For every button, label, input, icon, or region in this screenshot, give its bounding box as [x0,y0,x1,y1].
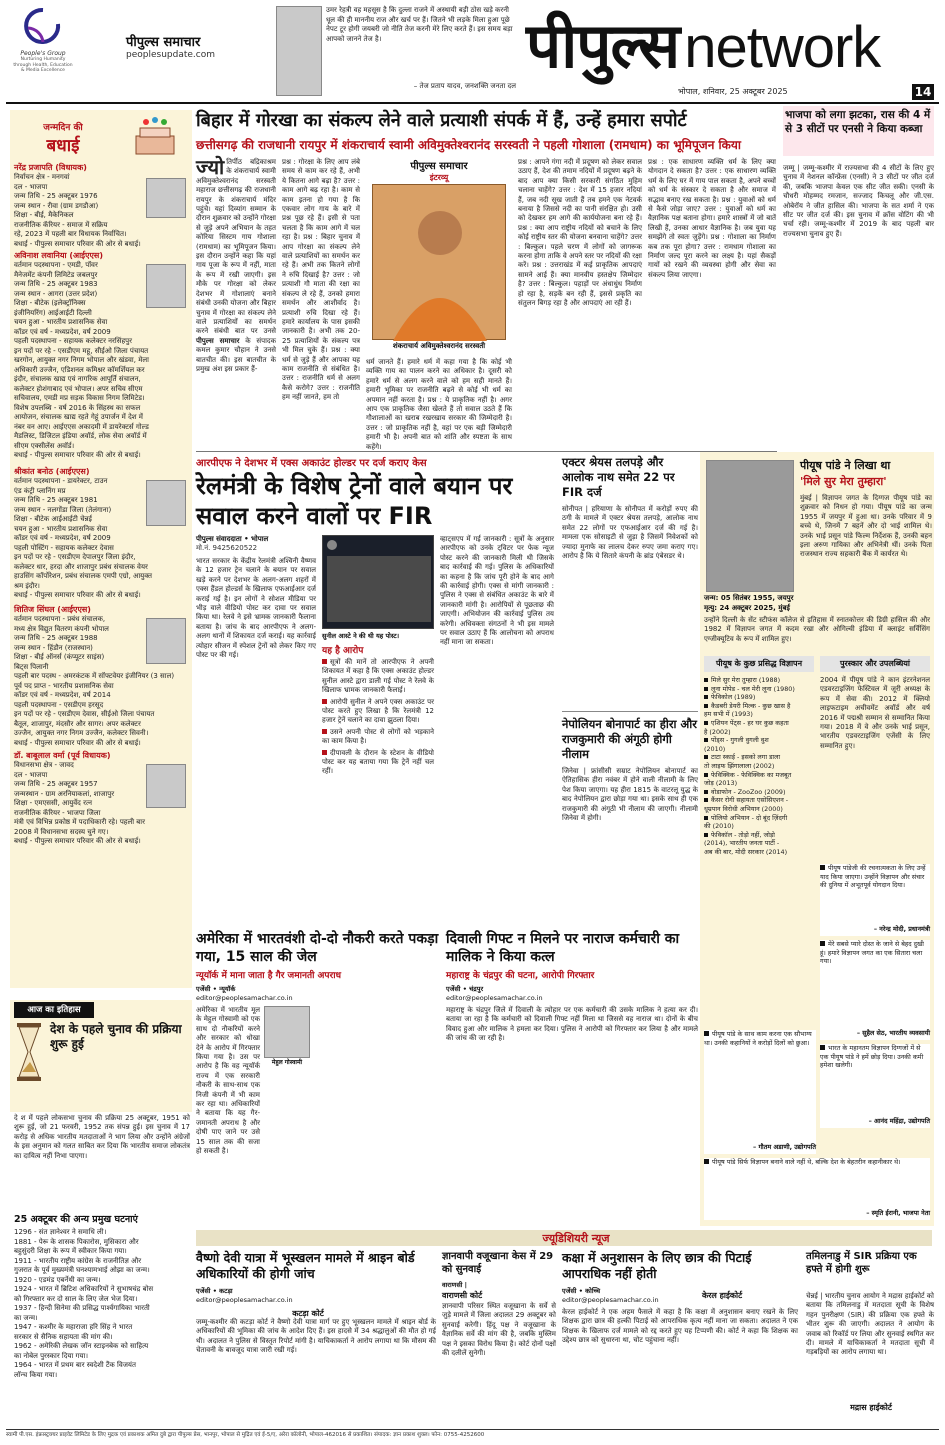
jail-headline: अमेरिका में भारतवंशी दो-दो नौकरी करते पकड़ा गया, 15 साल की जेल [196,931,439,965]
tweet-screenshot [322,535,434,629]
person-details: वर्तमान पदस्थापना - एमडी, पॉवर मैनेजमेंट कंपनी लिमिटेड जबलपुर जन्म तिथि - 25 अक्टूबर 1983 जन्म स्थान - आगरा (उत्तर प्रदेश) शिक्षा - बीटेक (इलेक्ट्रॉनिक्स इंजीनियरिंग) आईआईटी दिल्ली चयन हुआ - भारतीय प्रशासनिक सेवा कॉडर एवं वर्ष - मध्यप्रदेश, वर्ष 2009 पहली पदस्थापना - सहायक कलेक्टर नरसिंहपुर इन पदों पर रहे - एसडीएम महू, सीईओ जिला पंचायत खरगोन, आयुक्त नगर निगम भोपाल और खंडवा, मेला अधिकारी उज्जैन, एडिशनल कमिश्नर कॉमर्शियल कर इंदौर, संचालक खाद्य एवं नागरिक आपूर्ति संचालन, कलेक्टर होशंगाबाद एवं भोपाल। अपर सचिव सीएम सचिवालय, एमडी मप्र सड़क विकास निगम लिमिटेड। विशेष उपलब्धि - वर्ष 2016 के सिंहस्थ का सफल आयोजन, संचालक खाद्य रहते गेहूं उपार्जन में देश में नंबर वन आए। आईएएस अकादमी में डायरेक्टर्स गोल्ड मैडलिस्ट, डिजिटल इंडिया अवॉर्ड, लोक सेवा अवॉर्ड में सीएम एक्सीलेंस अवॉर्ड। बधाई - पीपुल्स समाचार परिवार की ओर से बधाई। [14,261,149,459]
person-name: अविनाश लवानिया (आईएएस) [14,251,103,260]
court-label: मद्रास हाईकोर्ट [850,1403,892,1412]
byline: वाराणसी | [442,1281,468,1289]
court-label: वाराणसी कोर्ट [442,1291,483,1300]
judiciary-bar [196,1230,932,1246]
birthday-person-3 [14,466,188,601]
ads-title: पीयूष के कुछ प्रसिद्ध विज्ञापन [704,656,814,672]
napoleon-headline: नेपोलियन बोनापार्ट का हीरा और राजकुमारी की अंगूठी होगी नीलाम [562,717,697,761]
person-photo [146,264,186,308]
lead-kicker: बिहार में गोरखा का संकल्प लेने वाले प्रत्याशी संपर्क में हैं, उन्हें हमारा सपोर्ट [196,110,687,131]
cake-icon [130,114,180,158]
diwali-headline: दिवाली गिफ्ट न मिलने पर नाराज कर्मचारी का मालिक ने किया कत्ल [446,931,680,965]
imprint-line: स्वामी पी.एस. इंफ्रास्ट्रक्चर प्राइवेट लिमिटेड के लिए मुद्रक एवं प्रकाशक अमित दुबे द्वारा पीपुल्स प्रेस, भानपुर, भोपाल से मुद्रित एवं ई-5/ए, अरेरा कॉलोनी, भोपाल-462016 से प्रकाशित। संपादक: ज्ञान प्रकाश शुक्ल। फोन: 0755-4252600 [6,1432,485,1438]
photo-caption: मेहुल गोस्वामी [271,1059,303,1066]
piyush-bio: उन्होंने दिल्ली के सेंट स्टीफंस कॉलेज से इतिहास में स्नातकोत्तर की डिग्री हासिल की और 1982 में विज्ञापन जगत में कदम रखा और ओगिल्वी इंडिया में क्लाइंट सर्विसिंग एग्जीक्यूटिव के रूप में शामिल हुए। [704,616,930,643]
hourglass-icon [14,1022,44,1082]
vaishno-body: जम्मू-कश्मीर की कटड़ा कोर्ट ने वैष्णो देवी यात्रा मार्ग पर हुए भूस्खलन मामले में श्राइन बोर्ड के अधिकारियों की भूमिका की जांच के आदेश दिए हैं। इस हादसे में 34 श्रद्धालुओं की मौत हो गई थी। अदालत ने पुलिस से विस्तृत रिपोर्ट मांगी है। याचिकाकर्ता ने आरोप लगाया था कि मौसम की चेतावनी के बावजूद यात्रा जारी रखी गई। [196,1318,436,1355]
judiciary-label: ज्यूडिशियरी न्यूज [542,1232,610,1245]
piyush-title-2: 'मिले सुर मेरा तुम्हारा' [800,475,887,488]
birthday-column [10,110,192,988]
history-title: देश के पहले चुनाव की प्रक्रिया शुरू हुई [50,1022,182,1051]
group-logo [12,6,74,100]
group-tagline: Nurturing Humanity through Health, Education & Media Excellence [13,57,73,73]
tej-pratap-photo [276,6,322,96]
fir-charges: यह है आरोप सूत्रों की मानें तो आरपीएफ ने अपनी शिकायत में कहा है कि एक्स अकाउंट होल्डर सुनील आस्टे द्वारा डाली गई पोस्ट ने रेलवे के खिलाफ भ्रामक जानकारी फैलाई। आरोपी सुनील ने अपने एक्स अकाउंट पर पोस्ट करते हुए लिखा है कि रेलमंत्री 12 हजार ट्रेनें चलाने का दावा झुठला दिया। उसने अपनी पोस्ट से लोगों को भड़काने का काम किया है। दीपावली के दौरान के स्टेशन के वीडियो पोस्ट कर यह बताया गया कि ट्रेनें नहीं चल रहीं। [322,643,434,925]
email-link[interactable]: editor@peoplesamachar.co.in [196,1296,293,1304]
interview-photo-box [366,158,512,354]
jk-body: जम्मू | जम्मू-कश्मीर में राज्यसभा की 4 सीटों के लिए हुए चुनाव में नेशनल कॉन्फ्रेंस (एनसी) ने 3 सीटों पर जीत दर्ज की, जबकि भाजपा केवल एक सीट जीत सकी। एनसी के चौधरी मोहम्मद रमजान, सज्जाद किचलू और जी.एस. ओबेरॉय ने जीत हासिल की। भाजपा के सत शर्मा ने एक सीट पर जीत दर्ज की। इस चुनाव में क्रॉस वोटिंग की भी चर्चा रही। जम्मू-कश्मीर में 2019 के बाद पहली बार राज्यसभा चुनाव हुए हैं। [783,164,934,238]
court-label: केरल हाईकोर्ट [702,1291,743,1300]
masthead [6,2,939,102]
fir-col-1 [196,535,316,925]
piyush-title: पीयूष पांडे ने लिखा था [800,459,891,472]
tweet-caption: सुनील आस्टे ने की थी यह पोस्ट। [322,632,400,640]
shankaracharya-photo [372,184,506,340]
piyush-story [700,452,934,1226]
piyush-intro: मुंबई | विज्ञापन जगत के दिग्गज पीयूष पांडे का शुक्रवार को निधन हो गया। पीयूष पांडे का जन्म 1955 में जयपुर में हुआ था। उनके परिवार में 9 बच्चे थे, जिनमें 7 बहनें और दो भाई शामिल थे। उनके भाई प्रसून पांडे फिल्म निर्देशक हैं, उनकी बहन इला अरुण गायिका और अभिनेत्री थीं। उनके पिता राजस्थान राज्य सहकारी बैंक में कार्यरत थे। [800,494,932,559]
shreyas-headline: एक्टर श्रेयस तलपड़े और आलोक नाथ समेत 22 पर FIR दर्ज [562,455,675,499]
byline: पीपुल्स संवाददाता • भोपाल [196,535,269,543]
title-english: network [684,15,881,80]
person-name: डॉ. बाबूलाल वर्मा (पूर्व विधायक) [14,751,111,760]
tribute-1: पीयूष पांडेजी की रचनात्मकता के लिए उन्हें याद किया जाएगा। उन्होंने विज्ञापन और संचार की दुनिया में अभूतपूर्व योगदान दिया। – नरेन्द्र मोदी, प्रधानमंत्री [820,864,930,936]
birthday-title-small: जन्मदिन की [43,123,83,133]
person-photo [146,618,186,664]
shreyas-napoleon-column [562,455,698,925]
history-label: आज का इतिहास [14,1002,94,1018]
shreyas-body: सोनीपत | हरियाणा के सोनीपत में करोड़ों रुपए की ठगी के मामले में एक्टर श्रेयस तलपड़े, आलोक नाथ समेत 22 लोगों पर एफआईआर दर्ज की गई है। मामला एक सोसाइटी से जुड़ा है जिसमें निवेशकों को ज्यादा मुनाफे का लालच देकर रुपए जमा कराए गए। आरोप है कि ये सितारे कंपनी के ब्रांड एंबेसडर थे। [562,505,698,561]
vaishno-headline: वैष्णो देवी यात्रा में भूस्खलन मामले में श्राइन बोर्ड अधिकारियों की होगी जांच [196,1250,415,1281]
diwali-subhead: महाराष्ट्र के चंद्रपुर की घटना, आरोपी गिरफ्तार [446,971,595,981]
diwali-story [446,930,698,1226]
lead-story [196,106,777,450]
kerala-body: केरल हाईकोर्ट ने एक अहम फैसले में कहा है कि कक्षा में अनुशासन बनाए रखने के लिए शिक्षक द्वारा छात्र की हल्की पिटाई को आपराधिक कृत्य नहीं माना जा सकता। अदालत ने एक शिक्षक के खिलाफ दर्ज मामले को रद्द करते हुए यह टिप्पणी की। कोर्ट ने कहा कि शिक्षक का उद्देश्य छात्र को सुधारना था, चोट पहुंचाना नहीं। [562,1308,798,1345]
fir-col-3: व्हाट्सएप में गई जानकारी : सूत्रों के अनुसार आरपीएफ को उनके ट्विटर पर फेक न्यूज पोस्ट करने की जानकारी मिली थी जिसके बाद कार्रवाई की गई। पुलिस के अधिकारियों का कहना है कि जांच पूरी होने के बाद आगे की कार्रवाई होगी। एक्स से मांगी जानकारी : पुलिस ने एक्स से संबंधित अकाउंट के बारे में जानकारी मांगी है। आरोपियों से पूछताछ की जाएगी। अभियोजन की कार्रवाई पुलिस तय करेगी। अधिवक्ता संगठनों ने भी इस मामले पर सवाल उठाए हैं कि आलोचना को अपराध नहीं माना जा सकता। [440,535,554,647]
awards-body: 2004 में पीयूष पांडे ने कान इंटरनेशनल एडवरटाइजिंग फेस्टिवल में जूरी अध्यक्ष के रूप में सेवा की। 2012 में क्लियो लाइफटाइम अचीवमेंट अवॉर्ड और वर्ष 2016 में पद्मश्री सम्मान से सम्मानित किया गया। 2018 में वे और उनके भाई प्रसून, भारतीय एडवरटाइजिंग एजेंसी के लिए सम्मानित हुए। [820,676,930,750]
person-details: विधानसभा क्षेत्र - जावद दल - भाजपा जन्म तिथि - 25 अक्टूबर 1957 जन्मस्थान - ग्राम अरनियाकलां, शाजापुर शिक्षा - एमएससी, आयुर्वेद रत्न राजनीतिक कॅरियर - भाजपा जिला मंत्री एवं विभिन्न प्रकोष्ठ में पदाधिकारी रहे। पहली बार 2008 में विधानसभा सदस्य चुने गए। बधाई - पीपुल्स समाचार परिवार की ओर से बधाई। [14,761,145,845]
gyanvapi-headline: ज्ञानवापी वजूखाना केस में 29 को सुनवाई [442,1251,554,1275]
byline: एजेंसी • कोच्चि [562,1287,601,1295]
lead-col-6: प्रश्न : एक साधारण व्यक्ति धर्म के लिए क्या योगदान दे सकता है? उत्तर : एक साधारण व्यक्ति धर्म के लिए घर में गाय पाल सकता है, अपने बच्चों को धर्म के संस्कार दे सकता है और समाज में सद्भाव बनाए रख सकता है। प्रश्न : युवाओं को धर्म से कैसे जोड़ा जाए? उत्तर : युवाओं को धर्म का वैज्ञानिक पक्ष बताना होगा। हमारे शास्त्रों में जो बातें लिखी हैं, उनका आधार वैज्ञानिक है। जब युवा यह समझेंगे तो स्वतः जुड़ेंगे। प्रश्न : गोशाला का निर्माण कब तक पूरा होगा? उत्तर : रामधाम गोशाला का निर्माण जल्द पूरा करने का लक्ष्य है। यहां सैकड़ों गायों को रखने की व्यवस्था होगी और सेवा का संकल्प लिया जाएगा। [648,158,776,279]
fir-headline: रेलमंत्री के विशेष ट्रेनों वाले बयान पर सवाल करने वालों पर FIR [196,472,513,530]
tribute-2: मेरे सबसे प्यारे दोस्त के जाने से बेहद दुखी हूं। हमारे विज्ञापन जगत का एक सितारा चला गया। – सुहैल सेठ, भारतीय व्यवसायी [820,940,930,1040]
divider [562,711,698,712]
tribute-3: भारत के महानतम विज्ञापन दिग्गजों में से एक पीयूष पांडे ने हमें छोड़ दिया। उनकी कमी हमेशा खलेगी। – आनंद महिंद्रा, उद्योगपति [820,1044,930,1128]
lead-intro: तिर्पीठ बद्रिकाश्रम के शंकराचार्य स्वामी अविमुक्तेश्वरानंद सरस्वती महाराज छत्तीसगढ़ की राजधानी रायपुर के शंकराचार्य मंदिर पहुंचे। यहां दिव्यांग सम्मान के दौरान शुक्रवार को उन्होंने गोरक्षा से जुड़े अपने अभियान के तहत कोरिया सिस्टम गाय गोशाला (रामधाम) का भूमिपूजन किया। इस दौरान उन्होंने कहा कि यहां गाय पूजा के रूप में नहीं, माता के रूप में रखी जाएगी। इस मौके पर गोरक्षा को लेकर देशभर में गोशालाएं बनाने संबंधी उनकी योजना और बिहार चुनाव में गोरक्षा का संकल्प लेने वाले प्रत्याशियों का समर्थन करने संबंधी बात पर उनसे [196,158,276,336]
divider [196,451,777,452]
person-name: शितिज सिंघल (आईएएस) [14,605,91,614]
brand-logo: पीपुल्स समाचार [126,35,201,50]
history-others-title: 25 अक्टूबर की अन्य प्रमुख घटनाएं [14,1214,138,1225]
gyanvapi-story [442,1250,556,1425]
tribute-5: पीयूष पांडे सिर्फ विज्ञापन बनाने वाले नहीं थे, बल्कि देश के बेहतरीन कहानीकार थे। – स्मृति ईरानी, भाजपा नेता [704,1158,930,1220]
byline: एजेंसी • चंद्रपुर [446,985,484,993]
mobile: मो.नं. 9425620522 [196,544,258,552]
history-body: दे श में पहले लोकसभा चुनाव की प्रक्रिया 25 अक्टूबर, 1951 को शुरू हुई, जो 21 फरवरी, 1952 तक संपन्न हुई। इस चुनाव में 17 करोड़ से अधिक भारतीय मतदाताओं ने भाग लिया और उन्होंने अंग्रेजों के इस अनुमान को गलत साबित कर दिया कि भारतीय समाज लोकतंत्र का दायित्व नहीं निभा पाएगा। [14,1114,190,1160]
napoleon-body: जिनेवा | फ्रांसीसी सम्राट नेपोलियन बोनापार्ट का ऐतिहासिक हीरा नवंबर में होने वाली नीलामी के लिए पेश किया जाएगा। यह हीरा 1815 के वाटरलू युद्ध के बाद नेपोलियन द्वारा छोड़ा गया था। इसके साथ ही एक राजकुमारी की अंगूठी भी नीलाम की जाएगी। नीलामी जिनेवा में होगी। [562,767,698,823]
quote-text: उमर रेहत्री वह महसूस है कि दुल्ला राजने में अस्थायी बड़ी ठोस खड़े करनी धूल की ही माननीय राज और खर्च पर हैं। जितने भी लड़के मिला हुआ पूछे नेपट टूर होगी जयबरी जो नीति तेज करनी मेरे लिए करते हैं। इस समय बड़ा आपको जानने तेज है। [326,6,513,43]
birthday-person-4 [14,604,188,748]
jail-story [196,930,441,1226]
email-link[interactable]: editor@peoplesamachar.co.in [196,994,293,1002]
gyanvapi-body: ज्ञानवापी परिसर स्थित वजूखाना के सर्वे से जुड़े मामले में जिला अदालत 29 अक्टूबर को सुनवाई करेगी। हिंदू पक्ष ने वजूखाना के वैज्ञानिक सर्वे की मांग की है, जबकि मुस्लिम पक्ष ने इसका विरोध किया है। कोर्ट दोनों पक्षों की दलीलें सुनेगी। [442,1302,556,1358]
quote-box [326,6,516,96]
brand-url[interactable]: peoplesupdate.com [126,50,215,60]
tamilnadu-body: चेन्नई | भारतीय चुनाव आयोग ने मद्रास हाईकोर्ट को बताया कि तमिलनाडु में मतदाता सूची के विशेष गहन पुनरीक्षण (SIR) की प्रक्रिया एक हफ्ते के भीतर शुरू की जाएगी। अदालत ने आयोग के जवाब को रिकॉर्ड पर लिया और सुनवाई स्थगित कर दी। मामले में याचिकाकर्ता ने मतदाता सूची में गड़बड़ियों का आरोप लगाया था। [806,1292,934,1357]
title-hindi: पीपुल्स [526,9,680,82]
piyush-born: जन्म: 05 सितंबर 1955, जयपुर [704,594,794,602]
jail-subhead: न्यूयॉर्क में माना जाता है गैर जमानती अपराध [196,971,342,981]
diwali-body: महाराष्ट्र के चंद्रपुर जिले में दिवाली के त्योहार पर एक कर्मचारी की उसके मालिक ने हत्या कर दी। बताया जा रहा है कि कर्मचारी को दिवाली गिफ्ट नहीं मिला था जिससे वह नाराज था। दोनों के बीच विवाद हुआ और मालिक ने हमला कर दिया। पुलिस ने आरोपी को गिरफ्तार कर लिया है और मामले की जांच की जा रही है। [446,1006,698,1043]
birthday-person-5 [14,750,188,847]
birthday-title [18,120,108,156]
group-name: People's Group [20,50,66,57]
network-title [526,2,936,82]
fir-kicker: आरपीएफ ने देशभर में एक्स अकाउंट होल्डर पर दर्ज कराए केस [196,458,427,469]
person-details: वर्तमान पदस्थापना - डायरेक्टर, टाउन एंड कंट्री प्लानिंग मप्र जन्म तिथि - 25 अक्टूबर 1981 जन्म स्थान - नलगोंडा जिला (तेलंगाना) शिक्षा - बीटेक आईआईटी चेन्नई चयन हुआ - भारतीय प्रशासनिक सेवा कॉडर एवं वर्ष - मध्यप्रदेश, वर्ष 2009 पहली पोस्टिंग - सहायक कलेक्टर देवास इन पदों पर रहे - एसडीएम देपालपुर जिला इंदौर, कलेक्टर धार, हरदा और शाजापुर प्रबंध संचालक वेयर हाउसिंग कॉर्पोरेशन, प्रबंध संचालक एमपी एग्रो, आयुक्त श्रम इंदौर। बधाई - पीपुल्स समाचार परिवार की ओर से बधाई। [14,477,152,599]
kerala-headline: कक्षा में अनुशासन के लिए छात्र की पिटाई आपराधिक नहीं होती [562,1250,752,1281]
lead-intro-2: के संपादक कमल कुमार चौहान ने उनसे बातचीत की। इस बातचीत के प्रमुख अंश इस प्रकार हैं- [196,336,276,373]
lead-col-4: धर्म जानते हैं। हमारे धर्म में कहा गया है कि कोई भी व्यक्ति गाय का पालन करने का अधिकार है। दूसरी को हमारे धर्म से अलग करने वाले को हम सही मानते हैं। हमारी भूमिका पर राजनीति बढ़ने से कोई भी धर्म का अपमान नहीं करता है। प्रश्न : ये प्राकृतिक नहीं है। अगर आप एक प्राकृतिक जैसा खेलते हैं तो सवाल उठते हैं कि गौशालाओं का खराब रखरखाव सरकार की जिम्मेदारी है। उत्तर : जो प्राकृतिक नहीं है, वहां पर एक बड़ी जिम्मेदारी हमारी भी है। अपनी बात को शांति और स्पष्टता के साथ कहेंगे। [366,358,512,451]
court-label: कटड़ा कोर्ट [292,1309,324,1318]
person-photo [146,764,186,808]
drop-cap: ज्यो [196,155,225,179]
person-details: निर्वाचन क्षेत्र - मनगवां दल - भाजपा जन्म तिथि - 25 अक्टूबर 1976 जन्म स्थान - रीवा (ग्राम डगडौआ) शिक्षा - बीई, मैकेनिकल राजनीतिक कॅरियर - समाज में सक्रिय रहे, 2023 में पहली बार विधायक निर्वाचित। बधाई - पीपुल्स समाचार परिवार की ओर से बधाई। [14,173,141,248]
history-column [10,1000,192,1430]
tamilnadu-story [806,1250,934,1425]
lead-headline: छत्तीसगढ़ की राजधानी रायपुर में शंकराचार्य स्वामी अविमुक्तेश्वरानंद सरस्वती ने पहली गोशाला (रामधाम) का भूमिपूजन किया [196,138,741,152]
interview-label: इंटरव्यू [429,173,449,182]
fir-body: भारत सरकार के केंद्रीय रेलमंत्री अश्विनी वैष्णव के 12 हजार ट्रेन चलाने के बयान पर सवाल खड़े करने पर देशभर के अलग-अलग शहरों में एक्स हैंडल होल्डर्स के खिलाफ एफआईआर दर्ज कराई गई है। इन लोगों ने सोशल मीडिया पर भीड़ वाले वीडियो पोस्ट कर दावा पर सवाल किया था। रेलवे ने इसे भ्रामक जानकारी फैलाना बताया है। जांच के बाद आरपीएफ ने अलग-अलग थानों में शिकायत दर्ज कराई। यह कार्रवाई त्योहार सीजन में स्पेशल ट्रेनों को लेकर किए गए पोस्ट पर की गई। [196,557,316,660]
birthday-person-2 [14,250,188,461]
person-name: नरेंद्र प्रजापति (विधायक) [14,163,87,172]
charges-title: यह है आरोप [322,646,364,656]
vaishno-story [196,1250,436,1425]
person-photo [146,480,186,526]
email-link[interactable]: editor@peoplesamachar.co.in [562,1296,659,1304]
lead-col-1 [196,155,276,446]
interview-tag: पीपुल्स समाचार इंटरव्यू [366,158,512,182]
piyush-photo [706,460,794,592]
footer-rule [6,1429,939,1430]
quote-author: – तेज प्रताप यादव, जनशक्ति जनता दल [413,82,516,90]
byline: एजेंसी • न्यूयॉर्क [196,985,236,993]
history-box [10,1000,192,1112]
jk-headline: भाजपा को लगा झटका, रास की 4 में से 3 सीटों पर एनसी ने किया कब्जा [783,106,934,156]
peoples-group-emblem-icon [12,6,74,46]
kerala-story [562,1250,798,1425]
brand [126,32,266,60]
ads-list: मिले सुर मेरा तुम्हारा (1988) लूना मोपेड - चल मेरी लूना (1980) फेविकोल (1989) कैडबरी डेयरी मिल्क - कुछ खास है हम सभी में (1993) एशियन पेंट्स - हर घर कुछ कहता है (2002) पोंड्स - गुगली वुगली वुश (2010) टाटा स्काई - इसको लगा डाला तो लाइफ झिंगालाला (2002) फेविक्विक - फेविक्विक का मजबूत जोड़ (2013) वोडाफोन - ZooZoo (2009) कैंसर रोगी सहायता एसोसिएशन - धूम्रपान विरोधी अभियान (2000) पोलियो अभियान - दो बूंद ज़िंदगी की (2010) फेविकॉल - तोड़ो नहीं, जोड़ो (2014), भारतीय जनता पार्टी - अब की बार, मोदी सरकार (2014) [704,676,795,856]
birthday-title-big: बधाई [46,136,80,156]
jk-story [783,106,934,446]
mehul-photo [264,1006,310,1058]
byline: एजेंसी • कटड़ा [196,1287,233,1295]
dateline: भोपाल, शनिवार, 25 अक्टूबर 2025 [678,87,788,96]
birthday-person-1 [14,162,188,249]
jail-body: अमेरिका में भारतीय मूल के मेहुल गोस्वामी को एक साथ दो नौकरियों करने और सरकार को धोखा देने के आरोप में गिरफ्तार किया गया है। उस पर आरोप है कि वह न्यूयॉर्क राज्य में एक सरकारी नौकरी के साथ-साथ एक निजी कंपनी में भी काम कर रहा था। अधिकारियों ने बताया कि यह गैर-जमानती अपराध है और दोषी पाए जाने पर उसे 15 साल तक की सजा हो सकती है। [196,1006,260,1156]
person-name: श्रीकांत बनोठ (आईएएस) [14,467,90,476]
lead-intro-brand: पीपुल्स समाचार [196,336,240,345]
fir-story [196,455,556,925]
person-details: वर्तमान पदस्थापना - प्रबंध संचालक, मध्य क्षेत्र विद्युत वितरण कंपनी भोपाल जन्म तिथि - 25 अक्टूबर 1988 जन्म स्थान - हिंडौन (राजस्थान) शिक्षा - बीई ऑनर्स (कंप्यूटर साइंस) बिट्स पिलानी पहली बार पदस्थ - अमरकंटक में सॉफ्टवेयर इंजीनियर (3 साल) पूर्व पद प्राप्त - भारतीय प्रशासनिक सेवा कॉडर एवं वर्ष - मध्यप्रदेश, वर्ष 2014 पहली पदस्थापना - एसडीएम हरसूद इन पदों पर रहे - एसडीएम देवास, सीईओ जिला पंचायत बैतूल, शाजापुर, मंदसौर और सागर। अपर कलेक्टर उज्जैन, आयुक्त नगर निगम उज्जैन, कलेक्टर सिवनी। बधाई - पीपुल्स समाचार परिवार की ओर से बधाई। [14,615,175,747]
page-number: 14 [912,84,934,100]
tamilnadu-headline: तमिलनाडु में SIR प्रक्रिया एक हफ्ते में होगी शुरू [806,1251,917,1275]
photo-caption: शंकराचार्य अविमुक्तेश्वरानंद सरस्वती [392,342,486,350]
email-link[interactable]: editor@peoplesamachar.co.in [446,994,543,1002]
tribute-4: पीयूष पांडे के साथ काम करना एक सौभाग्य था। उनकी कहानियों ने करोड़ों दिलों को छुआ। – गौतम अडाणी, उद्योगपति [704,1030,816,1154]
piyush-died: मृत्यु: 24 अक्टूबर 2025, मुंबई [704,604,790,612]
awards-title: पुरस्कार और उपलब्धियां [820,656,930,672]
person-photo [146,178,186,218]
history-others-list: 1296 - संत ज्ञानेश्वर ने समाधि ली। 1881 - पेरू के शासक पिकारोस, मुसिकारा और बहुसुंदरी शिक्षा के रूप में स्वीकार किया गया। 1911 - भारतीय राष्ट्रीय कांग्रेस के राजनीतिज्ञ और गुजरात के पूर्व मुख्यमंत्री घनश्यामभाई ओझा का जन्म। 1920 - एडमंड एबर्नेथी का जन्म। 1924 - भारत में ब्रिटिश अधिकारियों ने सुभाषचंद्र बोस को गिरफ्तार कर दो साल के लिए जेल भेज दिया। 1937 - हिन्दी सिनेमा की प्रसिद्ध पार्श्वगायिका भारती का जन्म। 1947 - कश्मीर के महाराजा हरि सिंह ने भारत सरकार से सैनिक सहायता की मांग की। 1962 - अमेरिकी लेखक जॉन स्टाइनबेक को साहित्य का नोबेल पुरस्कार दिया गया। 1964 - भारत में प्रथम बार स्वदेशी टैंक विजयंत लॉन्च किया गया। [14,1228,154,1379]
lead-col-2: प्रश्न : गोरक्षा के लिए आप लंबे समय से काम कर रहे हैं, अभी ये कितना आगे बढ़ा है? उत्तर : काम आगे बढ़ रहा है। काम से काम इतना हो गया है कि एकवार लोग गाय के बारे में प्रश्न पूछ रहे हैं। इसी से पता चलता है कि काम आगे में चल रहा है। प्रश्न : बिहार चुनाव में आप गोरक्षा का संकल्प लेने वाले प्रत्याशियों का समर्थन कर रहे हैं। अभी तक कितने लोगों ने रुचि दिखाई है? उत्तर : जो प्रत्याशी गौ माता की रक्षा का संकल्प ले रहे हैं, उनको हमारा समर्थन और आशीर्वाद है। प्रत्याशी रुचि दिखा रहे हैं। हमारे कार्यालय के पास इसकी जानकारी है। अभी तक 20-25 प्रत्याशियों के संकल्प पत्र भी मिल चुके हैं। प्रश्न : क्या धर्म से जुड़े हैं और आपका यह काम राजनीति से संबंधित है। उत्तर : राजनीति धर्म से अलग कैसे करोगे? उत्तर : राजनीति हम नहीं जानते, हम तो [282,158,360,402]
lead-col-5: प्रश्न : आपने गंगा नदी में प्रदूषण को लेकर सवाल उठाए हैं, देश की तमाम नदियों में प्रदूषण बढ़ने के बाद आप क्या किसी सरकारी संगठित मुहिम चलाना चाहेंगे? उत्तर : देश में 15 हजार नदियां हैं, जब नदी सूख जाती हैं तब हमने एक नेटवर्क बनाया है जिससे नदी का पानी संरक्षित हो। उसी को देखकर हम आगे की कार्ययोजना बना रहे हैं। प्रश्न : क्या आप राष्ट्रीय नदियों को बचाने के लिए कोई राष्ट्रीय स्तर की योजना बनवाना चाहेंगे? उत्तर : बिल्कुल। पहले चरण में लोगों को जागरूक करना होगा ताकि वे अपने स्तर पर नदियों की रक्षा करें। प्रश्न : उत्तराखंड में कई प्राकृतिक आपदाएं सामने आई हैं। क्या मानवीय हस्तक्षेप जिम्मेदार है? उत्तर : बिल्कुल। पहाड़ों पर अंधाधुंध निर्माण हो रहा है, सड़कें बन रही हैं, इससे प्रकृति का संतुलन बिगड़ रहा है और आपदाएं आ रही हैं। [518,158,642,308]
masthead-rule [6,102,939,104]
